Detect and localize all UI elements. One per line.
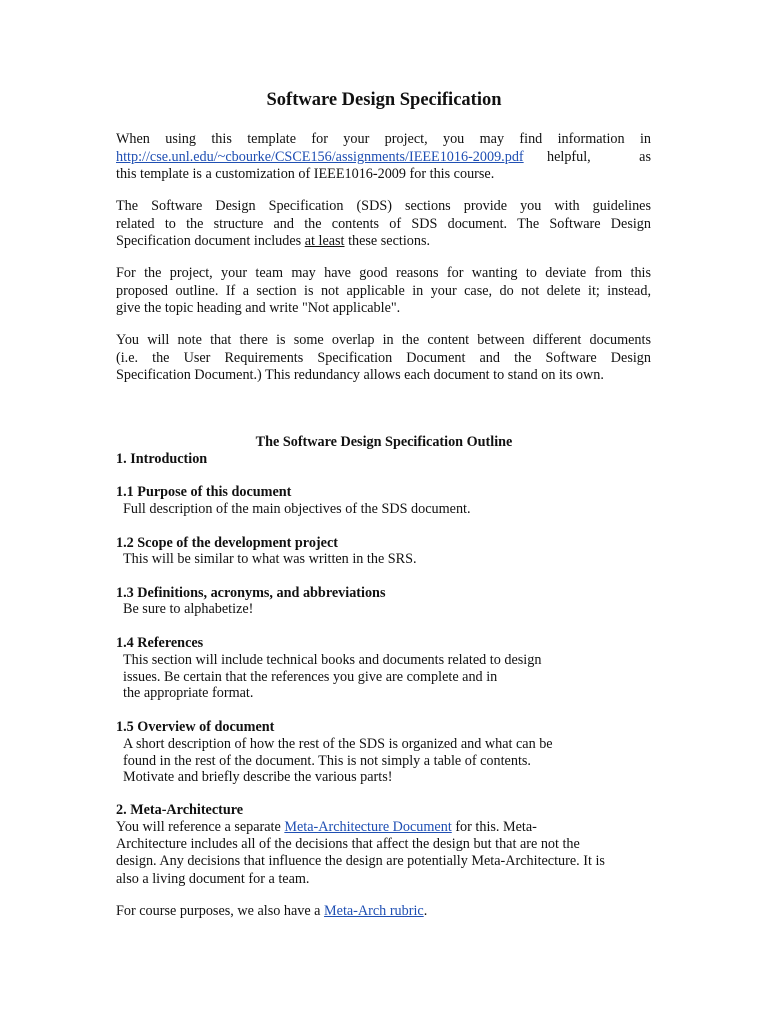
intro-paragraph-1 [116, 131, 651, 184]
as-word: as [639, 148, 651, 165]
section-1-5-line-2: found in the rest of the document. This is not simply a table of contents. [123, 752, 531, 769]
intro-p1-line-3: this template is a customization of IEEE1016-2009 for this course. [116, 166, 495, 183]
at-least-underlined: at least [304, 233, 345, 250]
section-2-line-1 [116, 819, 661, 836]
section-1-1-line: Full description of the main objectives of the SDS document. [123, 501, 471, 517]
section-2-p2-line [116, 903, 661, 920]
intro-p1-line-1: When using this template for your project, you may find information in [116, 131, 651, 147]
intro-p3-line-2: proposed outline. If a section is not applicable in your case, do not delete it; instead, [116, 282, 651, 299]
intro-p2-line-3-b: these sections. [348, 233, 431, 250]
intro-paragraph-3 [116, 265, 651, 318]
intro-p2-line-3-a: Specification document includes [116, 233, 302, 250]
section-1-3-body [123, 601, 663, 618]
section-1-4-body [123, 652, 663, 702]
outline-title: The Software Design Specification Outline [255, 434, 513, 450]
section-1-4-line-2: issues. Be certain that the references you give are complete and in [123, 668, 498, 685]
section-1-3-line: Be sure to alphabetize! [123, 601, 254, 617]
meta-arch-rubric-link[interactable]: Meta-Arch rubric [324, 903, 424, 919]
section-2-line-4: also a living document for a team. [116, 870, 310, 887]
intro-p4-line-2: (i.e. the User Requirements Specification Document and the Software Design [116, 349, 651, 366]
intro-paragraph-2 [116, 198, 651, 251]
intro-p2-line-3 [116, 233, 651, 251]
section-1-2-body [123, 551, 663, 568]
section-1-5-heading: 1.5 Overview of document [116, 719, 275, 735]
section-2-line-1-b: for this. Meta- [455, 819, 537, 835]
section-2-p2-period: . [423, 903, 428, 919]
intro-p3-line-3: give the topic heading and write "Not applicable". [116, 300, 401, 317]
section-1-5-body [123, 736, 663, 786]
intro-p3-line-1: For the project, your team may have good reasons for wanting to deviate from this [116, 265, 651, 281]
section-1-2-heading: 1.2 Scope of the development project [116, 535, 338, 551]
section-2-line-1-a: You will reference a separate [116, 819, 281, 835]
section-1-3-heading: 1.3 Definitions, acronyms, and abbreviations [116, 585, 386, 601]
intro-p2-line-2: related to the structure and the contents of SDS document. The Software Design [116, 215, 651, 232]
intro-p1-line-2 [116, 149, 651, 167]
section-1-4-heading: 1.4 References [116, 635, 204, 651]
section-1-heading: 1. Introduction [116, 451, 208, 467]
section-1-5-line-1: A short description of how the rest of the SDS is organized and what can be [123, 736, 553, 752]
section-2-line-3: design. Any decisions that influence the design are potentially Meta-Architecture. It is [116, 853, 605, 870]
section-2-heading: 2. Meta-Architecture [116, 802, 244, 818]
intro-p4-line-1: You will note that there is some overlap in the content between different documents [116, 332, 651, 348]
section-1-2-line: This will be similar to what was written in the SRS. [123, 551, 417, 567]
section-1-1-body [123, 501, 663, 518]
section-2-line-2: Architecture includes all of the decisions that affect the design but that are not the [116, 836, 580, 853]
intro-p1-helpful [547, 149, 651, 167]
document-title: Software Design Specification [266, 90, 502, 110]
intro-p2-line-1: The Software Design Specification (SDS) sections provide you with guidelines [116, 198, 651, 214]
section-1-1-heading: 1.1 Purpose of this document [116, 484, 292, 500]
section-1-5-line-3: Motivate and briefly describe the various parts! [123, 769, 393, 786]
section-2-body [116, 819, 661, 888]
intro-p4-line-3: Specification Document.) This redundancy allows each document to stand on its own. [116, 367, 604, 384]
intro-paragraph-4 [116, 332, 651, 385]
ieee-spec-link[interactable]: http://cse.unl.edu/~cbourke/CSCE156/assignments/IEEE1016-2009.pdf [116, 148, 524, 165]
section-1-4-line-3: the appropriate format. [123, 685, 254, 702]
helpful-word: helpful, [547, 148, 591, 165]
section-2-paragraph-2 [116, 903, 661, 920]
meta-architecture-document-link[interactable]: Meta-Architecture Document [284, 819, 452, 835]
section-1-4-line-1: This section will include technical books and documents related to design [123, 652, 542, 668]
section-2-p2-a: For course purposes, we also have a [116, 903, 321, 919]
